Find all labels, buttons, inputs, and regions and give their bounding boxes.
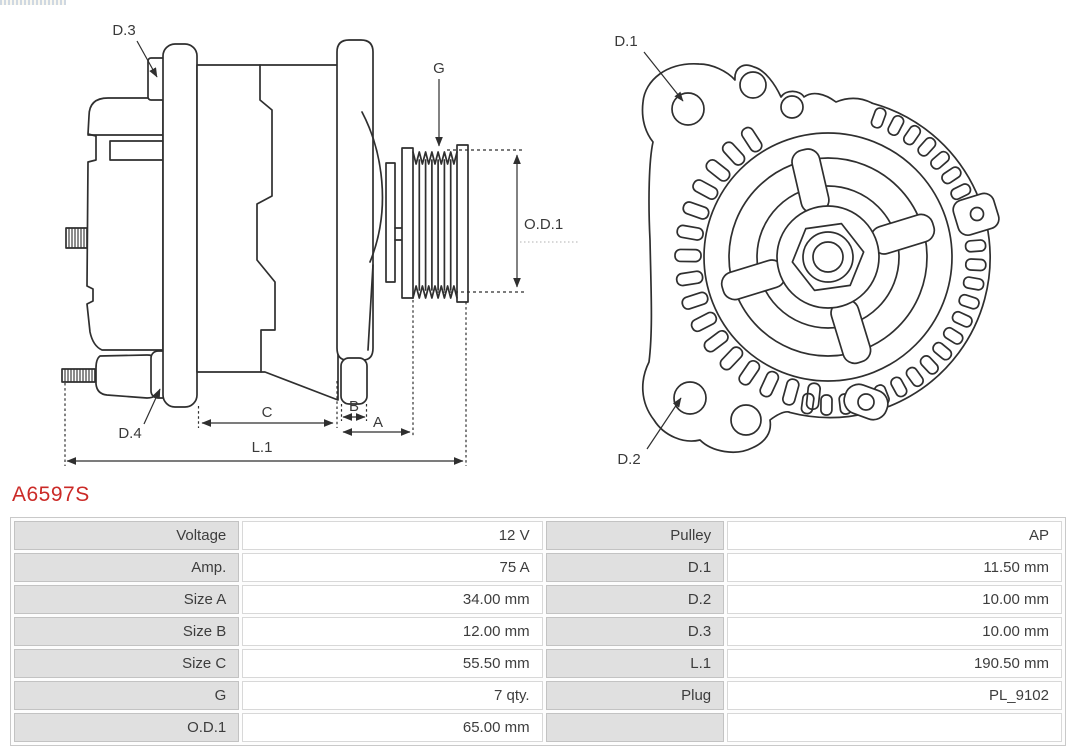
scallop [951,310,974,328]
front-hole-d1 [672,93,704,125]
label-c: C [261,404,273,421]
spec-label: D.3 [546,617,725,646]
spec-label: Size A [14,585,239,614]
spec-label: Pulley [546,521,725,550]
vent-slot [718,345,745,372]
spec-row [14,553,1062,582]
scallop [886,114,905,137]
side-main-body [197,65,338,400]
side-d4-boss [96,355,158,398]
spec-label: Voltage [14,521,239,550]
spec-row [14,617,1062,646]
vent-slot [737,359,762,387]
spec-row [14,585,1062,614]
spec-value: AP [727,521,1062,550]
spec-value [727,713,1062,742]
spec-label: L.1 [546,649,725,678]
spec-row [14,713,1062,742]
spec-value: 11.50 mm [727,553,1062,582]
front-hole-top [740,72,766,98]
side-bottom-stud [62,369,95,382]
spec-label: D.1 [546,553,725,582]
spec-row [14,521,1062,550]
side-terminal-stud [66,228,87,248]
scallop [942,326,965,346]
vent-slot [681,291,709,311]
spec-table [10,517,1066,746]
spec-value: 10.00 mm [727,585,1062,614]
label-d1: D.1 [614,33,638,50]
scallop [821,395,832,415]
scallop [966,259,987,271]
spec-value: 7 qty. [242,681,542,710]
spoke [790,147,832,216]
side-shaft [386,163,395,282]
front-hole-bottom2 [731,405,761,435]
label-od1: O.D.1 [524,216,564,233]
scallop [958,293,980,310]
spec-value: 190.50 mm [727,649,1062,678]
spec-label: D.2 [546,585,725,614]
label-a: A [372,414,384,431]
vent-slot [702,329,730,354]
vent-slot [758,370,780,399]
spec-label: O.D.1 [14,713,239,742]
scallop [929,150,951,171]
label-d2: D.2 [617,451,641,468]
spec-value: 12.00 mm [242,617,542,646]
vent-slot [676,225,704,241]
front-hole-d2 [674,382,706,414]
side-pulley [402,145,468,302]
spec-value: 65.00 mm [242,713,542,742]
side-front-bracket-bar [337,40,373,360]
spec-value: 75 A [242,553,542,582]
front-shaft-bore [813,242,843,272]
vent-slot [782,378,800,406]
spec-value: 10.00 mm [727,617,1062,646]
scallop [870,107,887,130]
vent-slot [690,311,719,334]
label-g: G [433,60,445,77]
spec-label: G [14,681,239,710]
scallop [963,276,985,290]
spec-value: PL_9102 [727,681,1062,710]
label-b: B [348,398,360,415]
spec-row [14,649,1062,678]
vent-slot [682,201,711,221]
part-number: A6597S [12,483,90,506]
spec-row [14,681,1062,710]
spec-label [546,713,725,742]
scallop [918,354,940,376]
spec-label: Size C [14,649,239,678]
scallop [940,165,963,185]
vent-slot [720,140,746,167]
scallop [904,366,925,389]
vent-slot [704,158,732,184]
spec-value: 12 V [242,521,542,550]
scallop [902,124,922,147]
label-d4: D.4 [118,425,142,442]
label-d3: D.3 [112,22,136,39]
spec-value: 55.50 mm [242,649,542,678]
scallop [916,136,938,158]
spec-label: Plug [546,681,725,710]
vent-slot [691,178,720,201]
spec-value: 34.00 mm [242,585,542,614]
alternator-side-view [62,40,468,407]
side-rear-bracket-bar [163,44,197,407]
front-hole-top2 [781,96,803,118]
vent-slot [676,270,704,286]
spec-label: Amp. [14,553,239,582]
scallop [965,240,986,252]
scallop [889,376,908,399]
vent-slot [740,125,764,153]
scallop [931,341,953,362]
alternator-front-view [642,64,1001,452]
spec-label: Size B [14,617,239,646]
vent-slot [675,249,701,261]
label-l1: L.1 [251,439,273,456]
